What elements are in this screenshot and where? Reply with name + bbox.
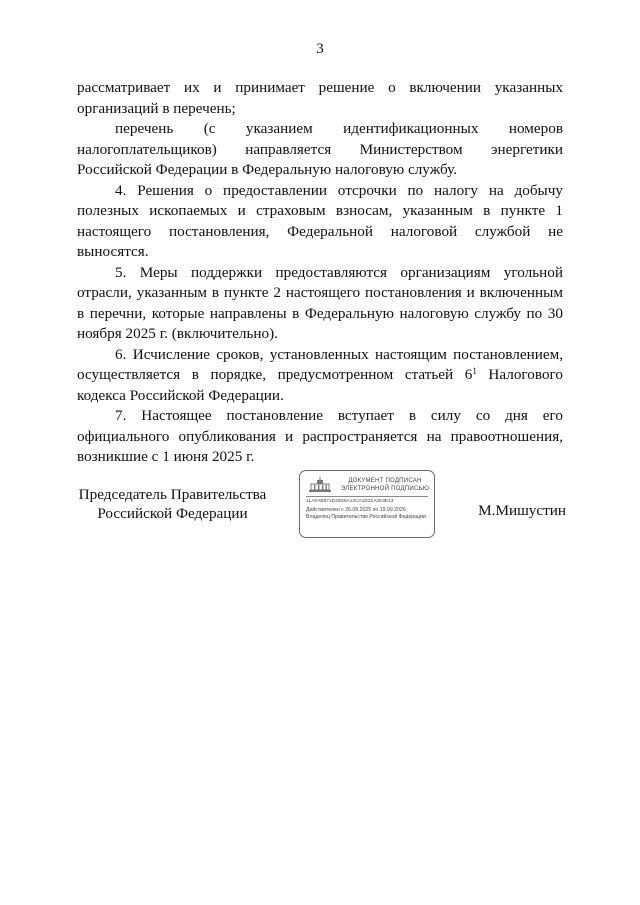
paragraph-list-transfer: перечень (с указанием идентификационных номеров налогоплательщиков) направляется Министерством энергетики Российской Федерации в Федеральную налоговую службу. <box>77 120 563 178</box>
page-number: 3 <box>316 41 324 57</box>
signer-name: М.Мишустин <box>478 502 566 519</box>
signer-title-line-2: Российской Федерации <box>97 505 248 522</box>
stamp-heading-line-1: ДОКУМЕНТ ПОДПИСАН <box>348 477 422 484</box>
paragraph-item-6-text-before: 6. Исчисление сроков, установленных настоящим постановлением, осуществляется в порядке, предусмотренном статьей 6 <box>77 345 563 383</box>
article-superscript: 1 <box>472 366 477 376</box>
stamp-heading <box>338 477 432 493</box>
electronic-signature-stamp <box>299 470 435 538</box>
paragraph-continuation: рассматривает их и принимает решение о включении указанных организаций в перечень; <box>77 79 563 117</box>
stamp-owner: Владелец Правительство Российской Федерации <box>306 514 426 520</box>
signer-title-line-1: Председатель Правительства <box>78 486 267 503</box>
paragraph-item-7: 7. Настоящее постановление вступает в силу со дня его официального опубликования и распространяется на правоотношения, возникшие с 1 июня 2025 г. <box>77 407 563 465</box>
paragraph-item-6 <box>77 345 563 407</box>
paragraph-item-6-text-after: Налогового кодекса Российской Федерации. <box>77 366 563 404</box>
document-body <box>77 78 563 468</box>
stamp-validity-period: Действителен с 26.08.2025 по 19.09.2026 <box>306 507 406 513</box>
paragraph-item-5: 5. Меры поддержки предоставляются организациям угольной отрасли, указанным в пункте 2 настоящего постановления и включенным в перечни, которые направлены в Федеральную налоговую службу по 30 ноября 2025 г. (включительно). <box>77 263 563 342</box>
government-emblem-icon <box>306 477 334 495</box>
paragraph-item-4: 4. Решения о предоставлении отсрочки по налогу на добычу полезных ископаемых и страховым взносам, указанным в пункте 1 настоящего постановления, Федеральной налоговой службой не выносятся. <box>77 181 563 260</box>
stamp-divider <box>306 496 428 497</box>
stamp-serial-number: 1LAFAB971D32D6A12CA1D22A2E3E13 <box>306 499 394 504</box>
signer-title <box>75 485 270 523</box>
stamp-heading-line-2: ЭЛЕКТРОННОЙ ПОДПИСЬЮ <box>340 485 430 492</box>
